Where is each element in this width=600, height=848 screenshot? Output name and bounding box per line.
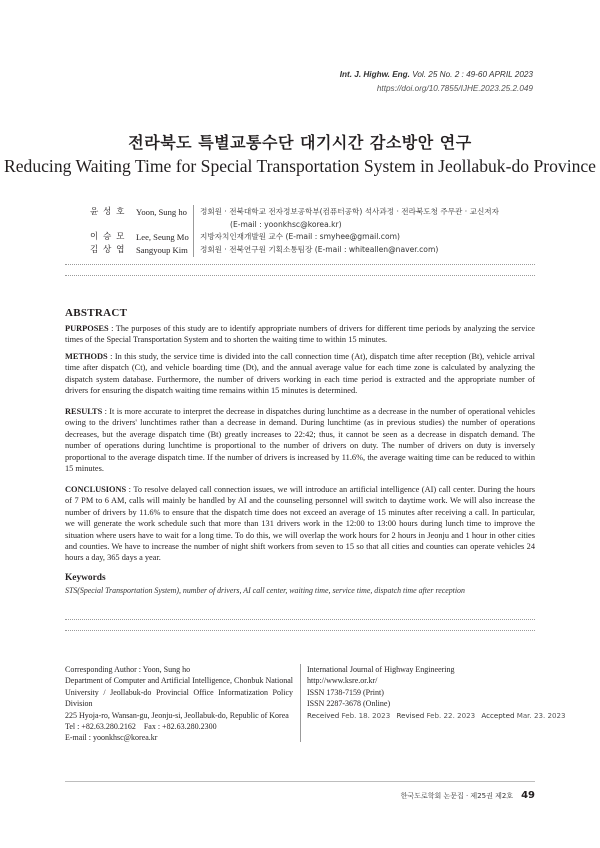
journal-info-block	[307, 664, 566, 721]
methods-label: METHODS	[65, 352, 108, 361]
author-department: Department of Computer and Artificial Intelligence, Chonbuk National University / Jeollabuk-do Provincial Office Informatization Policy Division	[65, 676, 293, 709]
footer-divider	[300, 664, 301, 742]
footer-rule	[65, 781, 535, 782]
journal-url[interactable]: http://www.ksre.or.kr/	[307, 676, 378, 686]
author-address: 225 Hyoja-ro, Wansan-gu, Jeonju-si, Jeollabuk-do, Republic of Korea	[65, 710, 289, 720]
author-name-en: Sangyoup Kim	[136, 245, 188, 255]
doi-link[interactable]: https://doi.org/10.7855/IJHE.2023.25.2.049	[376, 84, 533, 93]
title-english: Reducing Waiting Time for Special Transportation System in Jeollabuk-do Province	[3, 156, 596, 176]
author-name-ko: 이 승 모	[90, 232, 126, 242]
revised-label: Revised	[396, 710, 425, 720]
author-name-ko: 윤 성 호	[90, 207, 126, 217]
journal-full-name: International Journal of Highway Engineering	[307, 665, 455, 674]
abstract-conclusions	[65, 484, 535, 564]
abstract-purposes	[65, 323, 535, 346]
methods-text: : In this study, the service time is divided into the call connection time (At), dispatch time after reception (Bt), vehicle arrival time after dispatch (Ct), and vehicle boarding time (Dt), and the annual average value for each time zone is calculated by analyzing the dispatch system database. Furthermore, the number of drivers working in each time period is extracted and the appropriate number of drivers for ensuring the dispatch waiting time remains within 15 minutes is determined.	[65, 352, 535, 396]
author-affiliation: 지방자치인재개발원 교수 (E-mail : smyhee@gmail.com)	[200, 232, 400, 241]
dotted-divider	[65, 630, 535, 631]
dotted-divider	[65, 275, 535, 276]
results-label: RESULTS	[65, 407, 103, 416]
results-text: : It is more accurate to interpret the decrease in dispatches during lunchtime as a decrease in the number of operational vehicles owing to the drivers' lunchtimes rather than a decrease in demand. During lunchtime (as in previous studies) the number of operations decreases, but the average dispatch time (Bt) greatly increases to 22:42; thus, it cannot be seen as a decrease in dispatch demand. The number of operations during lunchtime is proportional to the number of drivers on duty. The number of drivers on duty is inversely proportional to the average dispatch time. If the number of drivers is increased by 11.6%, the average waiting time can be reduced to within 15 minutes.	[65, 407, 535, 474]
conclusions-text: : To resolve delayed call connection issues, we will introduce an artificial intelligence (AI) call center. During the hours of 7 PM to 6 AM, calls will mainly be handled by AI and the counseling personnel will switch to daytime work. We will also increase the number of drivers by 11.6% to ensure that the dispatch time does not exceed an average of 15 minutes after receiving a call. In particular, we will generate the work schedule such that more than 131 drivers work in the 12:00 to 13:00 hours during lunch time to improve the situation where users have to wait for a long time. To do this, we will overlap the work hours for 2 hours in Jeonju and 1 hour in other cities and counties. We have to increase the number of night shift workers from seven to 15 so that all cities and counties can operate vehicles 24 hours a day, 365 days a year.	[65, 485, 535, 563]
keywords-list: STS(Special Transportation System), number of drivers, AI call center, waiting time, service time, dispatch time after reception	[65, 586, 465, 595]
journal-name: Int. J. Highw. Eng.	[339, 70, 410, 79]
issn-online: ISSN 2287-3678 (Online)	[307, 699, 391, 709]
author-name-en: Yoon, Sung ho	[136, 207, 187, 217]
purposes-label: PURPOSES	[65, 324, 109, 333]
author-name-en: Lee, Seung Mo	[136, 232, 189, 242]
accepted-label: Accepted	[481, 710, 515, 720]
corresponding-author: Corresponding Author : Yoon, Sung ho	[65, 665, 191, 674]
dotted-divider	[65, 619, 535, 620]
received-label: Received	[307, 710, 340, 720]
author-affiliation: 정회원 · 전북연구원 기획소통팀장 (E-mail : whiteallen@naver.com)	[200, 245, 439, 254]
accepted-date: Mar. 23. 2023	[516, 710, 566, 720]
corresponding-author-block	[65, 664, 293, 744]
volume-pages: Vol. 25 No. 2 : 49-60 APRIL 2023	[412, 70, 533, 79]
dotted-divider	[65, 264, 535, 265]
author-name-ko: 김 상 엽	[90, 245, 126, 255]
author-email: (E-mail : yoonkhsc@korea.kr)	[230, 220, 342, 229]
author-phone-fax: Tel : +82.63.280.2162 Fax : +82.63.280.2300	[65, 722, 217, 732]
journal-issue-ko: 한국도로학회 논문집 · 제25권 제2호	[400, 792, 514, 800]
title-korean: 전라북도 특별교통수단 대기시간 감소방안 연구	[128, 133, 472, 152]
purposes-text: : The purposes of this study are to identify appropriate numbers of drivers for different time periods by analyzing the service times of the Special Transportation System and to shorten the waiting time to within 15 minutes.	[65, 324, 535, 345]
issn-print: ISSN 1738-7159 (Print)	[307, 687, 384, 697]
author-email: E-mail : yoonkhsc@korea.kr	[65, 733, 158, 743]
page-number: 49	[521, 790, 535, 801]
revised-date: Feb. 22. 2023	[426, 710, 476, 720]
conclusions-label: CONCLUSIONS	[65, 485, 127, 494]
abstract-results	[65, 406, 535, 474]
keywords-heading: Keywords	[65, 573, 106, 583]
abstract-methods	[65, 351, 535, 397]
abstract-heading: ABSTRACT	[65, 307, 128, 319]
received-date: Feb. 18. 2023	[341, 710, 391, 720]
page-footer	[401, 790, 535, 801]
journal-header	[340, 68, 533, 96]
submission-dates	[307, 710, 566, 721]
author-affiliation: 정회원 · 전북대학교 전자정보공학부(컴퓨터공학) 석사과정 · 전라북도청 주무관 · 교신저자	[200, 207, 499, 216]
